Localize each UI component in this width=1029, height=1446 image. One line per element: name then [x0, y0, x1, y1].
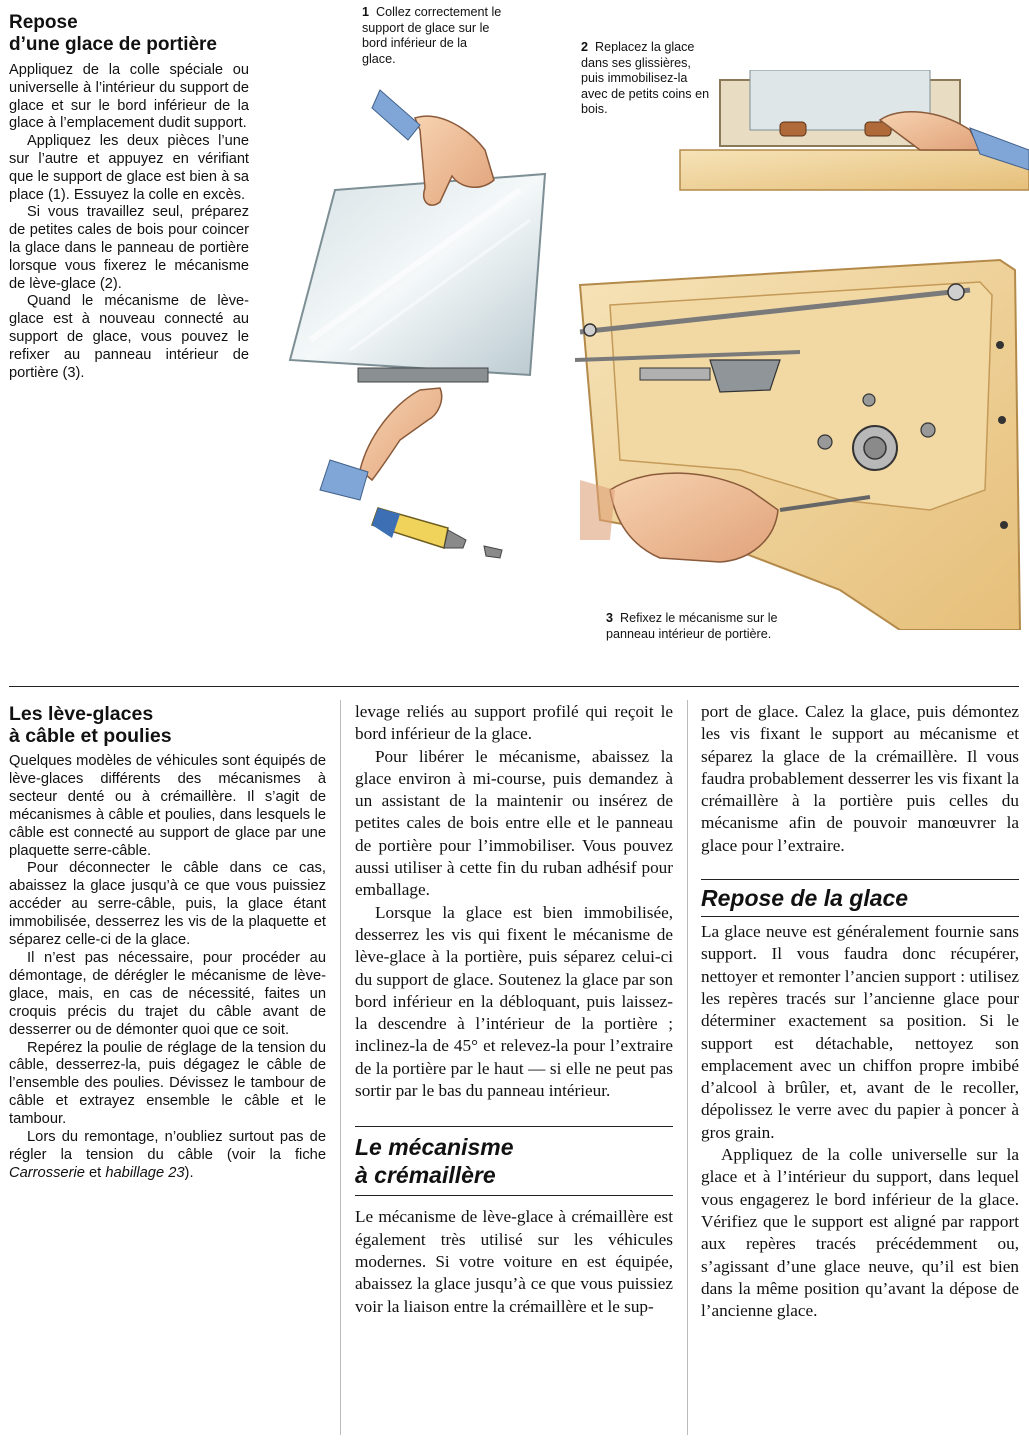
figure-1-glass-with-support [290, 90, 545, 500]
paragraph: Si vous travaillez seul, préparez de petites cales de bois pour coincer la glace dans le panneau de portière lorsque vous fixerez le mécanisme de lève-glace (2). [9, 204, 249, 292]
paragraph: Appliquez les deux pièces l’une sur l’autre et appuyez en vérifiant que le support de glace est bien à sa place (1). Essuyez la colle en excès. [9, 133, 249, 203]
paragraph: levage reliés au support profilé qui reçoit le bord inférieur de la glace. [355, 702, 673, 744]
paragraph: Appliquez de la colle universelle sur la glace et à l’intérieur du support, dans lequel vous engagerez le bord inférieur de la glace. Vérifiez que le support est aligné par rapport aux repères tracés précédemment ou, s’agissant d’une glace neuve, qu’il est bien dans la même position qu’avant la dépose de l’ancienne glace. [701, 1145, 1019, 1321]
paragraph: Quelques modèles de véhicules sont équipés de lève-glaces différents des mécanismes à secteur denté ou à crémaillère. Il s’agit de mécanismes à câble et poulies, dans lesquels le câble est connecté au support de glace par une plaquette serre-câble. [9, 753, 326, 859]
column-separator [687, 700, 688, 1435]
figure-2-glass-in-door-with-wedges [680, 70, 1029, 190]
paragraph: La glace neuve est généralement fournie sans support. Il vous faudra donc récupérer, nettoyer et remonter l’ancien support : utilisez les repères tracés sur l’ancienne glace pour déterminer exactement sa position. Si le support est détachable, nettoyez son emplacement avec un chiffon propre imbibé d’alcool à brûler, et, avant de le recoller, dépolissez le verre avec du papier à poncer à gros grain. [701, 922, 1019, 1142]
paragraph: Appliquez de la colle spéciale ou universelle à l’intérieur du support de glace et sur le bord inférieur de la glace à l’emplacement dudit support. [9, 62, 249, 132]
paragraph: Il n’est pas nécessaire, pour procéder au démontage, de dérégler le mécanisme de lève-glace, mais, en cas de nécessité, faites un croquis précis du trajet du câble avant de desserrer ou de démonter quoi que ce soit. [9, 949, 326, 1038]
section-title-cremaillere: Le mécanisme à crémaillère [355, 1126, 673, 1196]
figure-caption-3: 3 Refixez le mécanisme sur le panneau intérieur de portière. [606, 611, 778, 641]
paragraph: Pour déconnecter le câble dans ce cas, abaissez la glace jusqu’à ce que vous puissiez accéder au serre-câble, puis, la glace étant immobilisée, desserrez les vis de la plaquette et séparez celle-ci de la glace. [9, 860, 326, 949]
column-right [701, 701, 1019, 1322]
column-middle [355, 701, 673, 1318]
section-title-repose-de-la-glace: Repose de la glace [701, 879, 1019, 917]
top-section-text [9, 12, 249, 382]
paragraph: Lorsque la glace est bien immobilisée, desserrez les vis qui fixent le mécanisme de lève-glace à la portière, puis séparez celui-ci du support de glace. Soutenez la glace par son bord inférieur en la débloquant, puis laissez-la descendre à l’intérieur de la portière ; inclinez-la de 45° et relevez-la pour l’extraire de la portière par le haut — si elle ne peut pas sortir par le bas du panneau intérieur. [355, 902, 673, 1101]
section-divider [9, 686, 1019, 687]
column-cable-pulley [9, 703, 326, 1183]
paragraph: Lors du remontage, n’oubliez surtout pas de régler la tension du câble (voir la fiche Carrosserie et habillage 23). [9, 1129, 326, 1181]
section-title-cable-pulley: Les lève-glaces à câble et poulies [9, 703, 172, 747]
paragraph: port de glace. Calez la glace, puis démontez les vis fixant le support au mécanisme et séparez la glace de la crémaillère. Il vous faudra probablement desserrer les vis fixant la crémaillère à la portière puis celles du mécanisme afin de pouvoir manœuvrer la glace pour l’extraire. [701, 702, 1019, 855]
figure-caption-2: 2 Replacez la glace dans ses glissières, puis immobilisez-la avec de petits coins en bois. [581, 40, 710, 116]
figure-3-regulator-on-door-panel [575, 260, 1020, 630]
section-title-repose-glace: Repose d’une glace de portière [9, 12, 217, 55]
paragraph: Quand le mécanisme de lève-glace est à nouveau connecté au support de glace, vous pouvez le refixer au panneau intérieur de portière (3). [9, 293, 249, 381]
paragraph: Le mécanisme de lève-glace à crémaillère est également très utilisé sur les véhicules modernes. Si votre voiture en est équipée, abaissez la glace jusqu’à ce que vous puissiez voir la liaison entre la crémaillère et le sup- [355, 1207, 673, 1316]
figure-caption-1: 1 Collez correctement le support de glace sur le bord inférieur de la glace. [362, 5, 502, 66]
glue-tube-icon [372, 508, 502, 558]
paragraph: Repérez la poulie de réglage de la tension du câble, desserrez-la, puis dégagez le câble de l’ensemble des poulies. Dévissez le tambour de câble et extrayez ensemble le câble et le tambour. [9, 1039, 326, 1128]
column-separator [340, 700, 341, 1435]
window-glass-repair-illustration [280, 70, 1029, 630]
paragraph: Pour libérer le mécanisme, abaissez la glace environ à mi-course, puis demandez à un assistant de la maintenir ou insérez de petites cales de bois entre elle et le panneau de portière pour l’immobiliser. Vous pouvez aussi utiliser à cette fin du ruban adhésif pour emballage. [355, 746, 673, 900]
